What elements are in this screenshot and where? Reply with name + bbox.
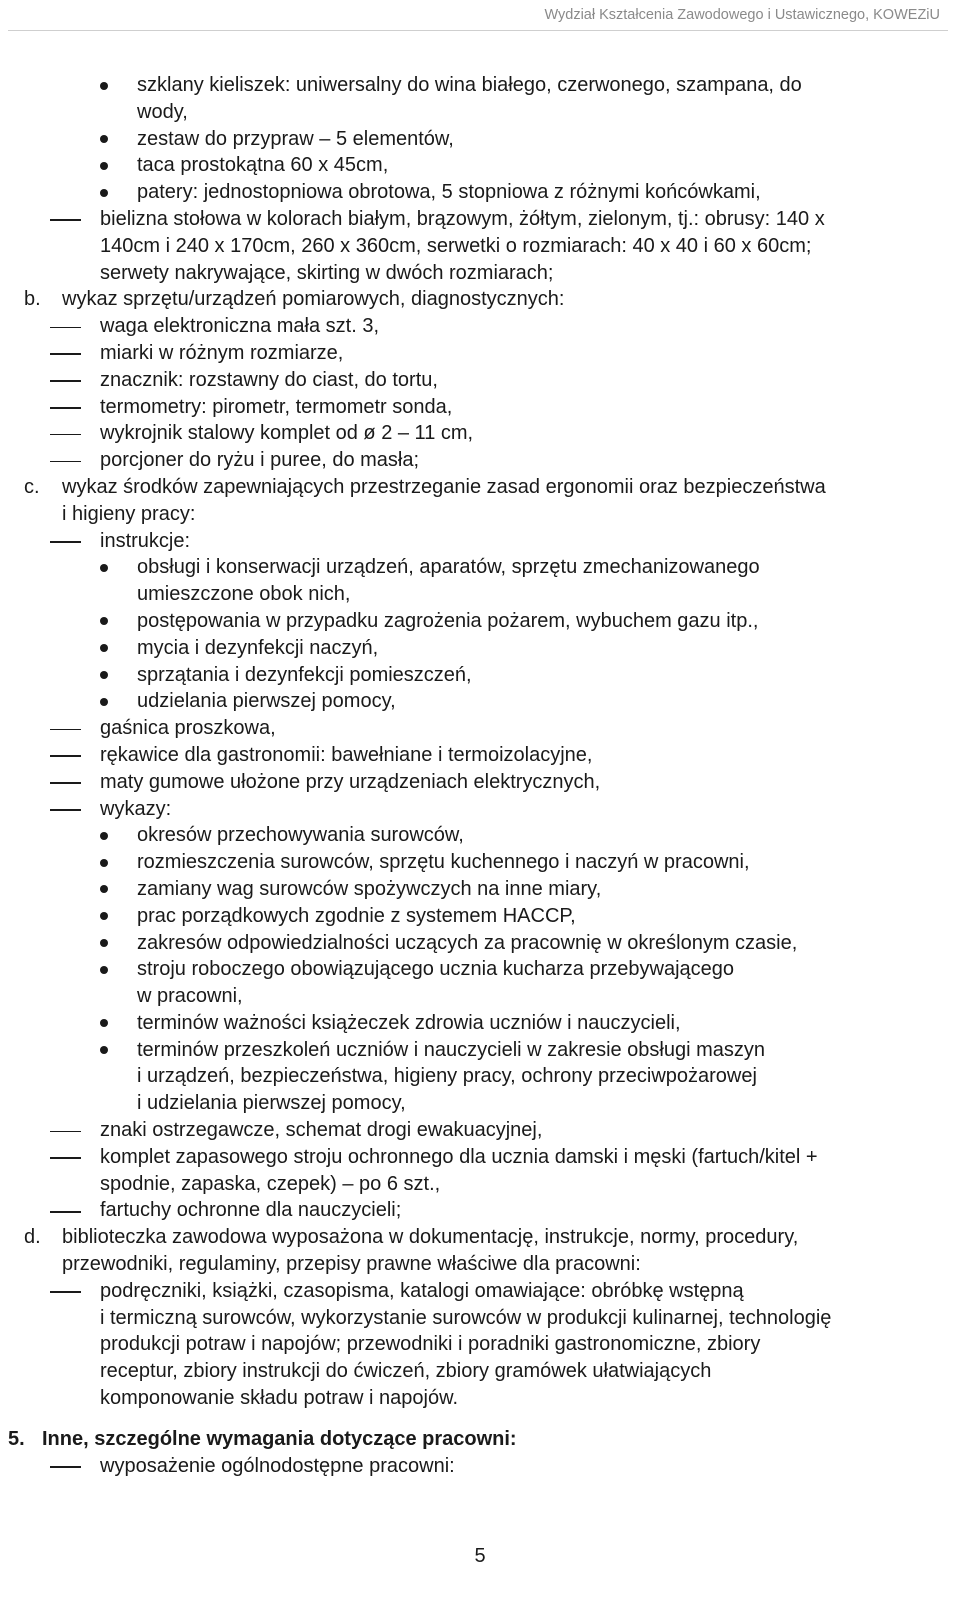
line-text: komponowanie składu potraw i napojów. [100, 1387, 458, 1410]
bullet-icon [100, 1019, 108, 1027]
line-text: taca prostokątna 60 x 45cm, [137, 154, 389, 177]
line-text: wykazy: [100, 797, 172, 820]
line-text: zakresów odpowiedzialności uczących za pracownię w określonym czasie, [137, 931, 798, 954]
text-line [0, 662, 960, 689]
line-text: znaki ostrzegawcze, schemat drogi ewakuacyjnej, [100, 1119, 543, 1142]
dash-icon [50, 327, 81, 329]
text-line [0, 715, 960, 742]
dash-icon [50, 434, 81, 436]
dash-icon [50, 755, 81, 757]
bullet-icon [100, 832, 108, 840]
line-text: znacznik: rozstawny do ciast, do tortu, [100, 368, 438, 391]
text-line [0, 1197, 960, 1224]
text-line [0, 313, 960, 340]
list-letter: c. [24, 475, 40, 498]
text-line [0, 1010, 960, 1037]
page-header: Wydział Kształcenia Zawodowego i Ustawicznego, KOWEZiU [544, 7, 940, 23]
line-text: rozmieszczenia surowców, sprzętu kuchennego i naczyń w pracowni, [137, 851, 750, 874]
text-line [0, 1224, 960, 1251]
text-line [0, 206, 960, 233]
text-line [0, 1144, 960, 1171]
line-text: i urządzeń, bezpieczeństwa, higieny pracy, ochrony przeciwpożarowej [137, 1065, 757, 1088]
line-text: patery: jednostopniowa obrotowa, 5 stopniowa z różnymi końcówkami, [137, 181, 761, 204]
bullet-icon [100, 617, 108, 625]
line-text: gaśnica proszkowa, [100, 717, 276, 740]
section-gap [0, 1412, 960, 1426]
line-text: i udzielania pierwszej pomocy, [137, 1092, 406, 1115]
dash-icon [50, 782, 81, 784]
line-text: zestaw do przypraw – 5 elementów, [137, 127, 454, 150]
line-text: waga elektroniczna mała szt. 3, [100, 315, 380, 338]
text-line [0, 1278, 960, 1305]
line-text: produkcji potraw i napojów; przewodniki i poradniki gastronomiczne, zbiory [100, 1333, 761, 1356]
text-line [0, 608, 960, 635]
line-text: wyposażenie ogólnodostępne pracowni: [100, 1454, 455, 1477]
text-line [0, 635, 960, 662]
text-line [0, 903, 960, 930]
line-text: i termiczną surowców, wykorzystanie surowców w produkcji kulinarnej, technologię [100, 1306, 832, 1329]
text-line [0, 983, 960, 1010]
dash-icon [50, 1157, 81, 1159]
text-line [0, 126, 960, 153]
text-line [0, 822, 960, 849]
line-text: szklany kieliszek: uniwersalny do wina białego, czerwonego, szampana, do [137, 74, 802, 96]
bullet-icon [100, 162, 108, 170]
text-line [0, 849, 960, 876]
text-line [0, 876, 960, 903]
bullet-icon [100, 135, 108, 143]
list-letter: d. [24, 1226, 41, 1249]
line-text: 140cm i 240 x 170cm, 260 x 360cm, serwetki o rozmiarach: 40 x 40 i 60 x 60cm; [100, 234, 812, 257]
line-text: biblioteczka zawodowa wyposażona w dokumentację, instrukcje, normy, procedury, [62, 1226, 799, 1249]
line-text: i higieny pracy: [62, 502, 196, 525]
bullet-icon [100, 644, 108, 652]
section-number: 5. [8, 1427, 25, 1450]
line-text: obsługi i konserwacji urządzeń, aparatów, sprzętu zmechanizowanego [137, 556, 760, 579]
line-text: prac porządkowych zgodnie z systemem HACCP, [137, 904, 576, 927]
line-text: wykaz sprzętu/urządzeń pomiarowych, diagnostycznych: [62, 288, 565, 311]
text-line [0, 72, 960, 99]
bullet-icon [100, 859, 108, 867]
dash-icon [50, 380, 81, 382]
bullet-icon [100, 671, 108, 679]
text-line [0, 1251, 960, 1278]
line-text: sprzątania i dezynfekcji pomieszczeń, [137, 663, 472, 686]
header-rule [8, 30, 948, 31]
line-text: termometry: pirometr, termometr sonda, [100, 395, 453, 418]
text-line [0, 1117, 960, 1144]
text-line [0, 528, 960, 555]
document-body [0, 72, 960, 1479]
line-text: rękawice dla gastronomii: bawełniane i termoizolacyjne, [100, 743, 593, 766]
bullet-icon [100, 885, 108, 893]
line-text: miarki w różnym rozmiarze, [100, 341, 344, 364]
line-text: porcjoner do ryżu i puree, do masła; [100, 449, 420, 472]
dash-icon [50, 1291, 81, 1293]
text-line [0, 1331, 960, 1358]
line-text: stroju roboczego obowiązującego ucznia kucharza przebywającego [137, 958, 735, 981]
bullet-icon [100, 1046, 108, 1054]
line-text: wykaz środków zapewniających przestrzeganie zasad ergonomii oraz bezpieczeństwa [62, 475, 826, 498]
bullet-icon [100, 698, 108, 706]
text-line [0, 260, 960, 287]
line-text: mycia i dezynfekcji naczyń, [137, 636, 379, 659]
dash-icon [50, 541, 81, 543]
line-text: podręczniki, książki, czasopisma, katalogi omawiające: obróbkę wstępną [100, 1279, 744, 1302]
text-line [0, 447, 960, 474]
line-text: umieszczone obok nich, [137, 583, 351, 606]
section-title: Inne, szczególne wymagania dotyczące pracowni: [42, 1427, 517, 1450]
text-line [0, 286, 960, 313]
section-item [0, 1453, 960, 1480]
text-line [0, 581, 960, 608]
line-text: okresów przechowywania surowców, [137, 824, 464, 847]
dash-icon [50, 1211, 81, 1213]
dash-icon [50, 461, 81, 463]
line-text: wykrojnik stalowy komplet od ø 2 – 11 cm, [100, 422, 474, 445]
text-line [0, 474, 960, 501]
text-line [0, 394, 960, 421]
bullet-icon [100, 82, 108, 90]
line-text: receptur, zbiory instrukcji do ćwiczeń, zbiory gramówek ułatwiających [100, 1360, 712, 1383]
text-line [0, 1358, 960, 1385]
text-line [0, 340, 960, 367]
line-text: fartuchy ochronne dla nauczycieli; [100, 1199, 402, 1222]
text-line [0, 1037, 960, 1064]
bullet-icon [100, 564, 108, 572]
line-text: instrukcje: [100, 529, 191, 552]
dash-icon [50, 407, 81, 409]
line-text: zamiany wag surowców spożywczych na inne miary, [137, 877, 602, 900]
text-line [0, 1063, 960, 1090]
line-text: postępowania w przypadku zagrożenia pożarem, wybuchem gazu itp., [137, 609, 759, 632]
text-line [0, 501, 960, 528]
section-heading [0, 1426, 960, 1453]
line-text: wody, [137, 100, 188, 123]
dash-icon [50, 353, 81, 355]
line-text: bielizna stołowa w kolorach białym, brązowym, żółtym, zielonym, tj.: obrusy: 140 x [100, 207, 825, 230]
text-line [0, 367, 960, 394]
line-text: terminów ważności książeczek zdrowia uczniów i nauczycieli, [137, 1011, 681, 1034]
line-text: w pracowni, [137, 985, 243, 1008]
text-line [0, 796, 960, 823]
line-text: spodnie, zapaska, czepek) – po 6 szt., [100, 1172, 441, 1195]
line-text: maty gumowe ułożone przy urządzeniach elektrycznych, [100, 770, 601, 793]
dash-icon [50, 219, 81, 221]
text-line [0, 420, 960, 447]
text-line [0, 1090, 960, 1117]
text-line [0, 956, 960, 983]
text-line [0, 233, 960, 260]
text-line [0, 930, 960, 957]
line-text: udzielania pierwszej pomocy, [137, 690, 396, 713]
dash-icon [50, 809, 81, 811]
text-line [0, 99, 960, 126]
text-line [0, 1305, 960, 1332]
text-line [0, 179, 960, 206]
dash-icon [50, 1131, 81, 1133]
bullet-icon [100, 189, 108, 197]
text-line [0, 688, 960, 715]
bullet-icon [100, 912, 108, 920]
text-line [0, 1385, 960, 1412]
text-line [0, 1171, 960, 1198]
line-text: terminów przeszkoleń uczniów i nauczycieli w zakresie obsługi maszyn [137, 1038, 766, 1061]
text-line [0, 152, 960, 179]
bullet-icon [100, 966, 108, 974]
dash-icon [50, 1466, 81, 1468]
text-line [0, 769, 960, 796]
list-letter: b. [24, 288, 41, 311]
text-line [0, 742, 960, 769]
line-text: serwety nakrywające, skirting w dwóch rozmiarach; [100, 261, 554, 284]
bullet-icon [100, 939, 108, 947]
line-text: komplet zapasowego stroju ochronnego dla ucznia damski i męski (fartuch/kitel + [100, 1145, 818, 1168]
dash-icon [50, 729, 81, 731]
line-text: przewodniki, regulaminy, przepisy prawne właściwe dla pracowni: [62, 1253, 641, 1276]
page-number: 5 [474, 1545, 486, 1567]
text-line [0, 554, 960, 581]
